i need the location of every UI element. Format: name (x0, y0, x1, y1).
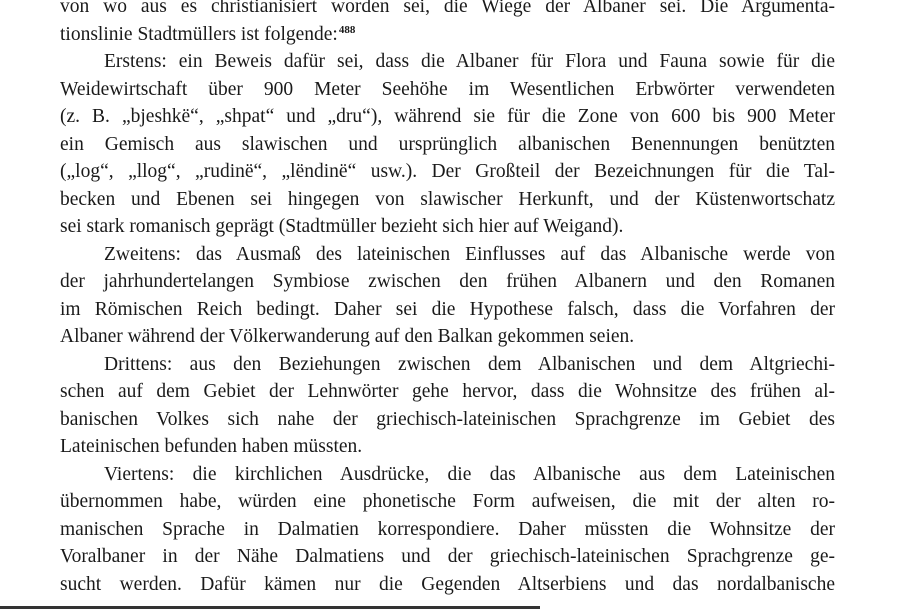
text-line: manischen Sprache in Dalmatien korrespondiere. Daher müssten die Wohnsitze der (60, 518, 835, 540)
text-line: (z. B. „bjeshkë“, „shpat“ und „dru“), während sie für die Zone von 600 bis 900 Meter (60, 106, 835, 127)
text-line: Lateinischen befunden haben müssten. (60, 436, 363, 457)
footnote-reference[interactable]: 488 (338, 23, 356, 36)
text-line: der jahrhundertelangen Symbiose zwischen den frühen Albanern und den Romanen (60, 271, 835, 292)
text-line: ein Gemisch aus slawischen und ursprünglich albanischen Benennungen benützten (60, 133, 835, 155)
text-line: Albaner während der Völkerwanderung auf den Balkan gekommen seien. (60, 326, 635, 347)
text-line: banischen Volkes sich nahe der griechisch-lateinischen Sprachgrenze im Gebiet des (60, 408, 835, 430)
text-line-content: tionslinie Stadtmüllers ist folgende: (60, 23, 338, 45)
document-page (60, 0, 835, 598)
text-line: sei stark romanisch geprägt (Stadtmüller bezieht sich hier auf Weigand). (60, 216, 624, 237)
text-line: übernommen habe, würden eine phonetische Form aufweisen, die mit der alten ro- (60, 491, 835, 512)
erstens-paragraph (60, 48, 835, 241)
drittens-paragraph (60, 351, 835, 461)
text-line: Zweitens: das Ausmaß des lateinischen Einflusses auf das Albanische werde von (104, 243, 835, 265)
text-line: Weidewirtschaft über 900 Meter Seehöhe im Wesentlichen Erbwörter verwendeten (60, 78, 835, 100)
text-line: im Römischen Reich bedingt. Daher sei die Hypothese falsch, dass die Vorfahren der (60, 298, 835, 320)
text-line: sucht werden. Dafür kämen nur die Gegenden Altserbiens und das nordalbanische (60, 573, 835, 595)
text-line: schen auf dem Gebiet der Lehnwörter gehe hervor, dass die Wohnsitze des frühen al- (60, 381, 835, 402)
text-line: Viertens: die kirchlichen Ausdrücke, die das Albanische aus dem Lateinischen (104, 463, 835, 485)
intro-paragraph (60, 0, 835, 48)
text-line: („log“, „llog“, „rudinë“, „lëndinë“ usw.). Der Großteil der Bezeichnungen für die Tal- (60, 161, 835, 182)
text-line: Drittens: aus den Beziehungen zwischen dem Albanischen und dem Altgriechi- (104, 353, 835, 375)
text-line: Voralbaner in der Nähe Dalmatiens und der griechisch-lateinischen Sprachgrenze ge- (60, 546, 835, 567)
zweitens-paragraph (60, 241, 835, 351)
text-line: becken und Ebenen sei hingegen von slawischer Herkunft, und der Küstenwortschatz (60, 188, 835, 210)
viertens-paragraph (60, 461, 835, 599)
text-line: von wo aus es christianisiert worden sei, die Wiege der Albaner sei. Die Argumenta- (60, 0, 835, 17)
text-line (60, 21, 835, 49)
text-line: Erstens: ein Beweis dafür sei, dass die Albaner für Flora und Fauna sowie für die (104, 51, 835, 72)
